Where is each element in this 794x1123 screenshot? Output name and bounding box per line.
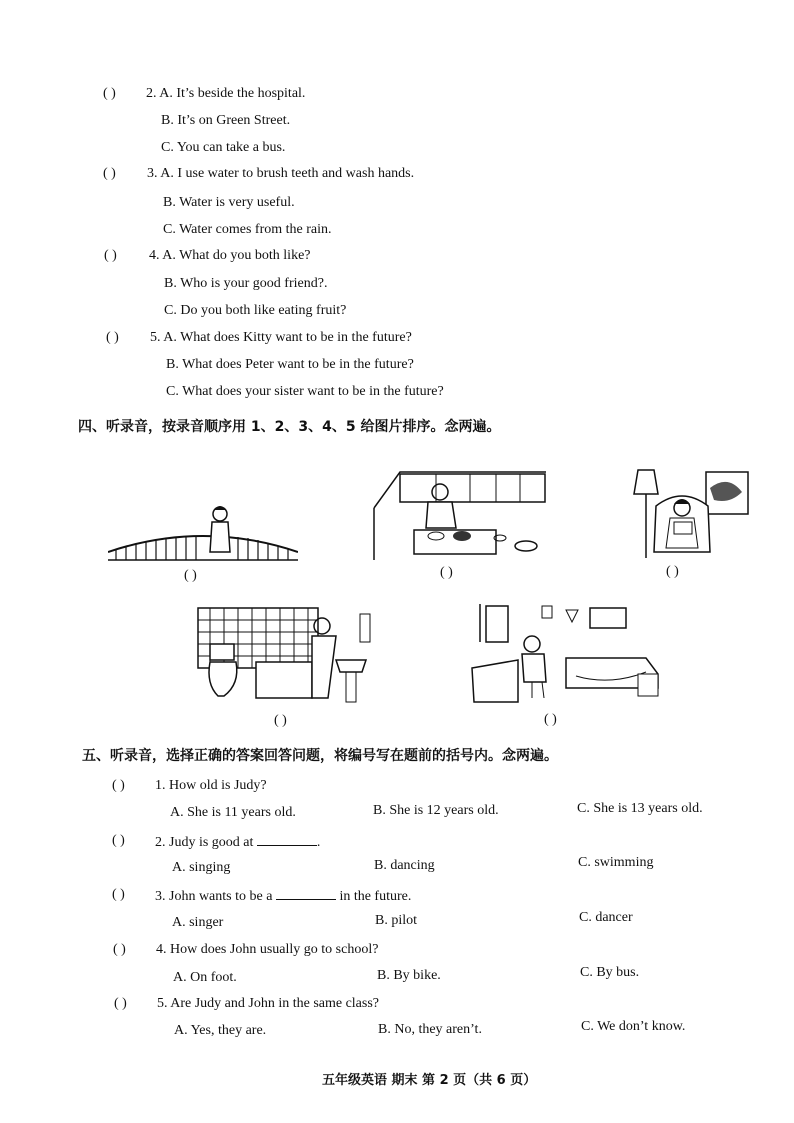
answer-bracket[interactable]: ( ) xyxy=(113,942,126,957)
option-b: B. It’s on Green Street. xyxy=(161,113,291,128)
answer-bracket[interactable]: ( ) xyxy=(103,166,116,181)
picture-1-bracket[interactable]: ( ) xyxy=(184,568,197,583)
option-b: B. She is 12 years old. xyxy=(373,803,499,818)
option-a: 5. A. What does Kitty want to be in the future? xyxy=(150,330,412,345)
fill-blank[interactable] xyxy=(276,887,336,900)
option-a: A. She is 11 years old. xyxy=(170,805,296,820)
answer-bracket[interactable]: ( ) xyxy=(106,330,119,345)
option-a: A. On foot. xyxy=(173,970,237,985)
option-a: 4. A. What do you both like? xyxy=(149,248,311,263)
child-studying-bedroom-picture xyxy=(470,602,666,706)
girl-on-bridge-picture xyxy=(108,500,298,565)
answer-bracket[interactable]: ( ) xyxy=(103,86,116,101)
option-c: C. dancer xyxy=(579,910,633,925)
option-b: B. Who is your good friend?. xyxy=(164,276,328,291)
option-c: C. You can take a bus. xyxy=(161,140,286,155)
woman-washing-bathroom-picture xyxy=(196,606,392,710)
stem-text: 3. John wants to be a xyxy=(155,889,273,904)
stem-end: in the future. xyxy=(335,889,412,904)
stem-end: . xyxy=(316,835,321,850)
option-c: C. Water comes from the rain. xyxy=(163,222,332,237)
answer-bracket[interactable]: ( ) xyxy=(114,996,127,1011)
question-stem xyxy=(155,833,320,851)
option-c: C. swimming xyxy=(578,855,654,870)
man-cooking-kitchen-picture xyxy=(370,470,550,562)
picture-2-bracket[interactable]: ( ) xyxy=(440,565,453,580)
stem-text: 2. Judy is good at xyxy=(155,835,254,850)
option-b: B. pilot xyxy=(375,913,418,928)
option-a: 3. A. I use water to brush teeth and wash hands. xyxy=(147,166,415,181)
option-c: C. By bus. xyxy=(580,965,640,980)
answer-bracket[interactable]: ( ) xyxy=(112,778,125,793)
option-b: B. By bike. xyxy=(377,968,441,983)
picture-5-bracket[interactable]: ( ) xyxy=(544,712,557,727)
option-a: A. singing xyxy=(172,860,231,875)
answer-bracket[interactable]: ( ) xyxy=(112,887,125,902)
part4-heading: 四、听录音，按录音顺序用 1、2、3、4、5 给图片排序。念两遍。 xyxy=(78,419,501,435)
question-stem xyxy=(155,887,411,905)
part5-heading: 五、听录音，选择正确的答案回答问题，将编号写在题前的括号内。念两遍。 xyxy=(82,748,558,764)
option-c: C. What does your sister want to be in the future? xyxy=(166,384,444,399)
option-b: B. What does Peter want to be in the future? xyxy=(166,357,414,372)
option-c: C. Do you both like eating fruit? xyxy=(164,303,347,318)
answer-bracket[interactable]: ( ) xyxy=(104,248,117,263)
option-b: B. Water is very useful. xyxy=(163,195,295,210)
option-c: C. We don’t know. xyxy=(581,1019,686,1034)
fill-blank[interactable] xyxy=(257,833,317,846)
question-stem: 1. How old is Judy? xyxy=(155,778,267,793)
question-stem: 5. Are Judy and John in the same class? xyxy=(157,996,380,1011)
option-a: A. singer xyxy=(172,915,224,930)
question-stem: 4. How does John usually go to school? xyxy=(156,942,379,957)
picture-3-bracket[interactable]: ( ) xyxy=(666,564,679,579)
picture-4-bracket[interactable]: ( ) xyxy=(274,713,287,728)
option-a: A. Yes, they are. xyxy=(174,1023,267,1038)
option-b: B. No, they aren’t. xyxy=(378,1022,482,1037)
option-c: C. She is 13 years old. xyxy=(577,801,703,816)
girl-reading-armchair-picture xyxy=(624,468,752,560)
page-footer: 五年级英语 期末 第 2 页（共 6 页） xyxy=(322,1073,537,1088)
option-a: 2. A. It’s beside the hospital. xyxy=(146,86,306,101)
option-b: B. dancing xyxy=(374,858,435,873)
answer-bracket[interactable]: ( ) xyxy=(112,833,125,848)
